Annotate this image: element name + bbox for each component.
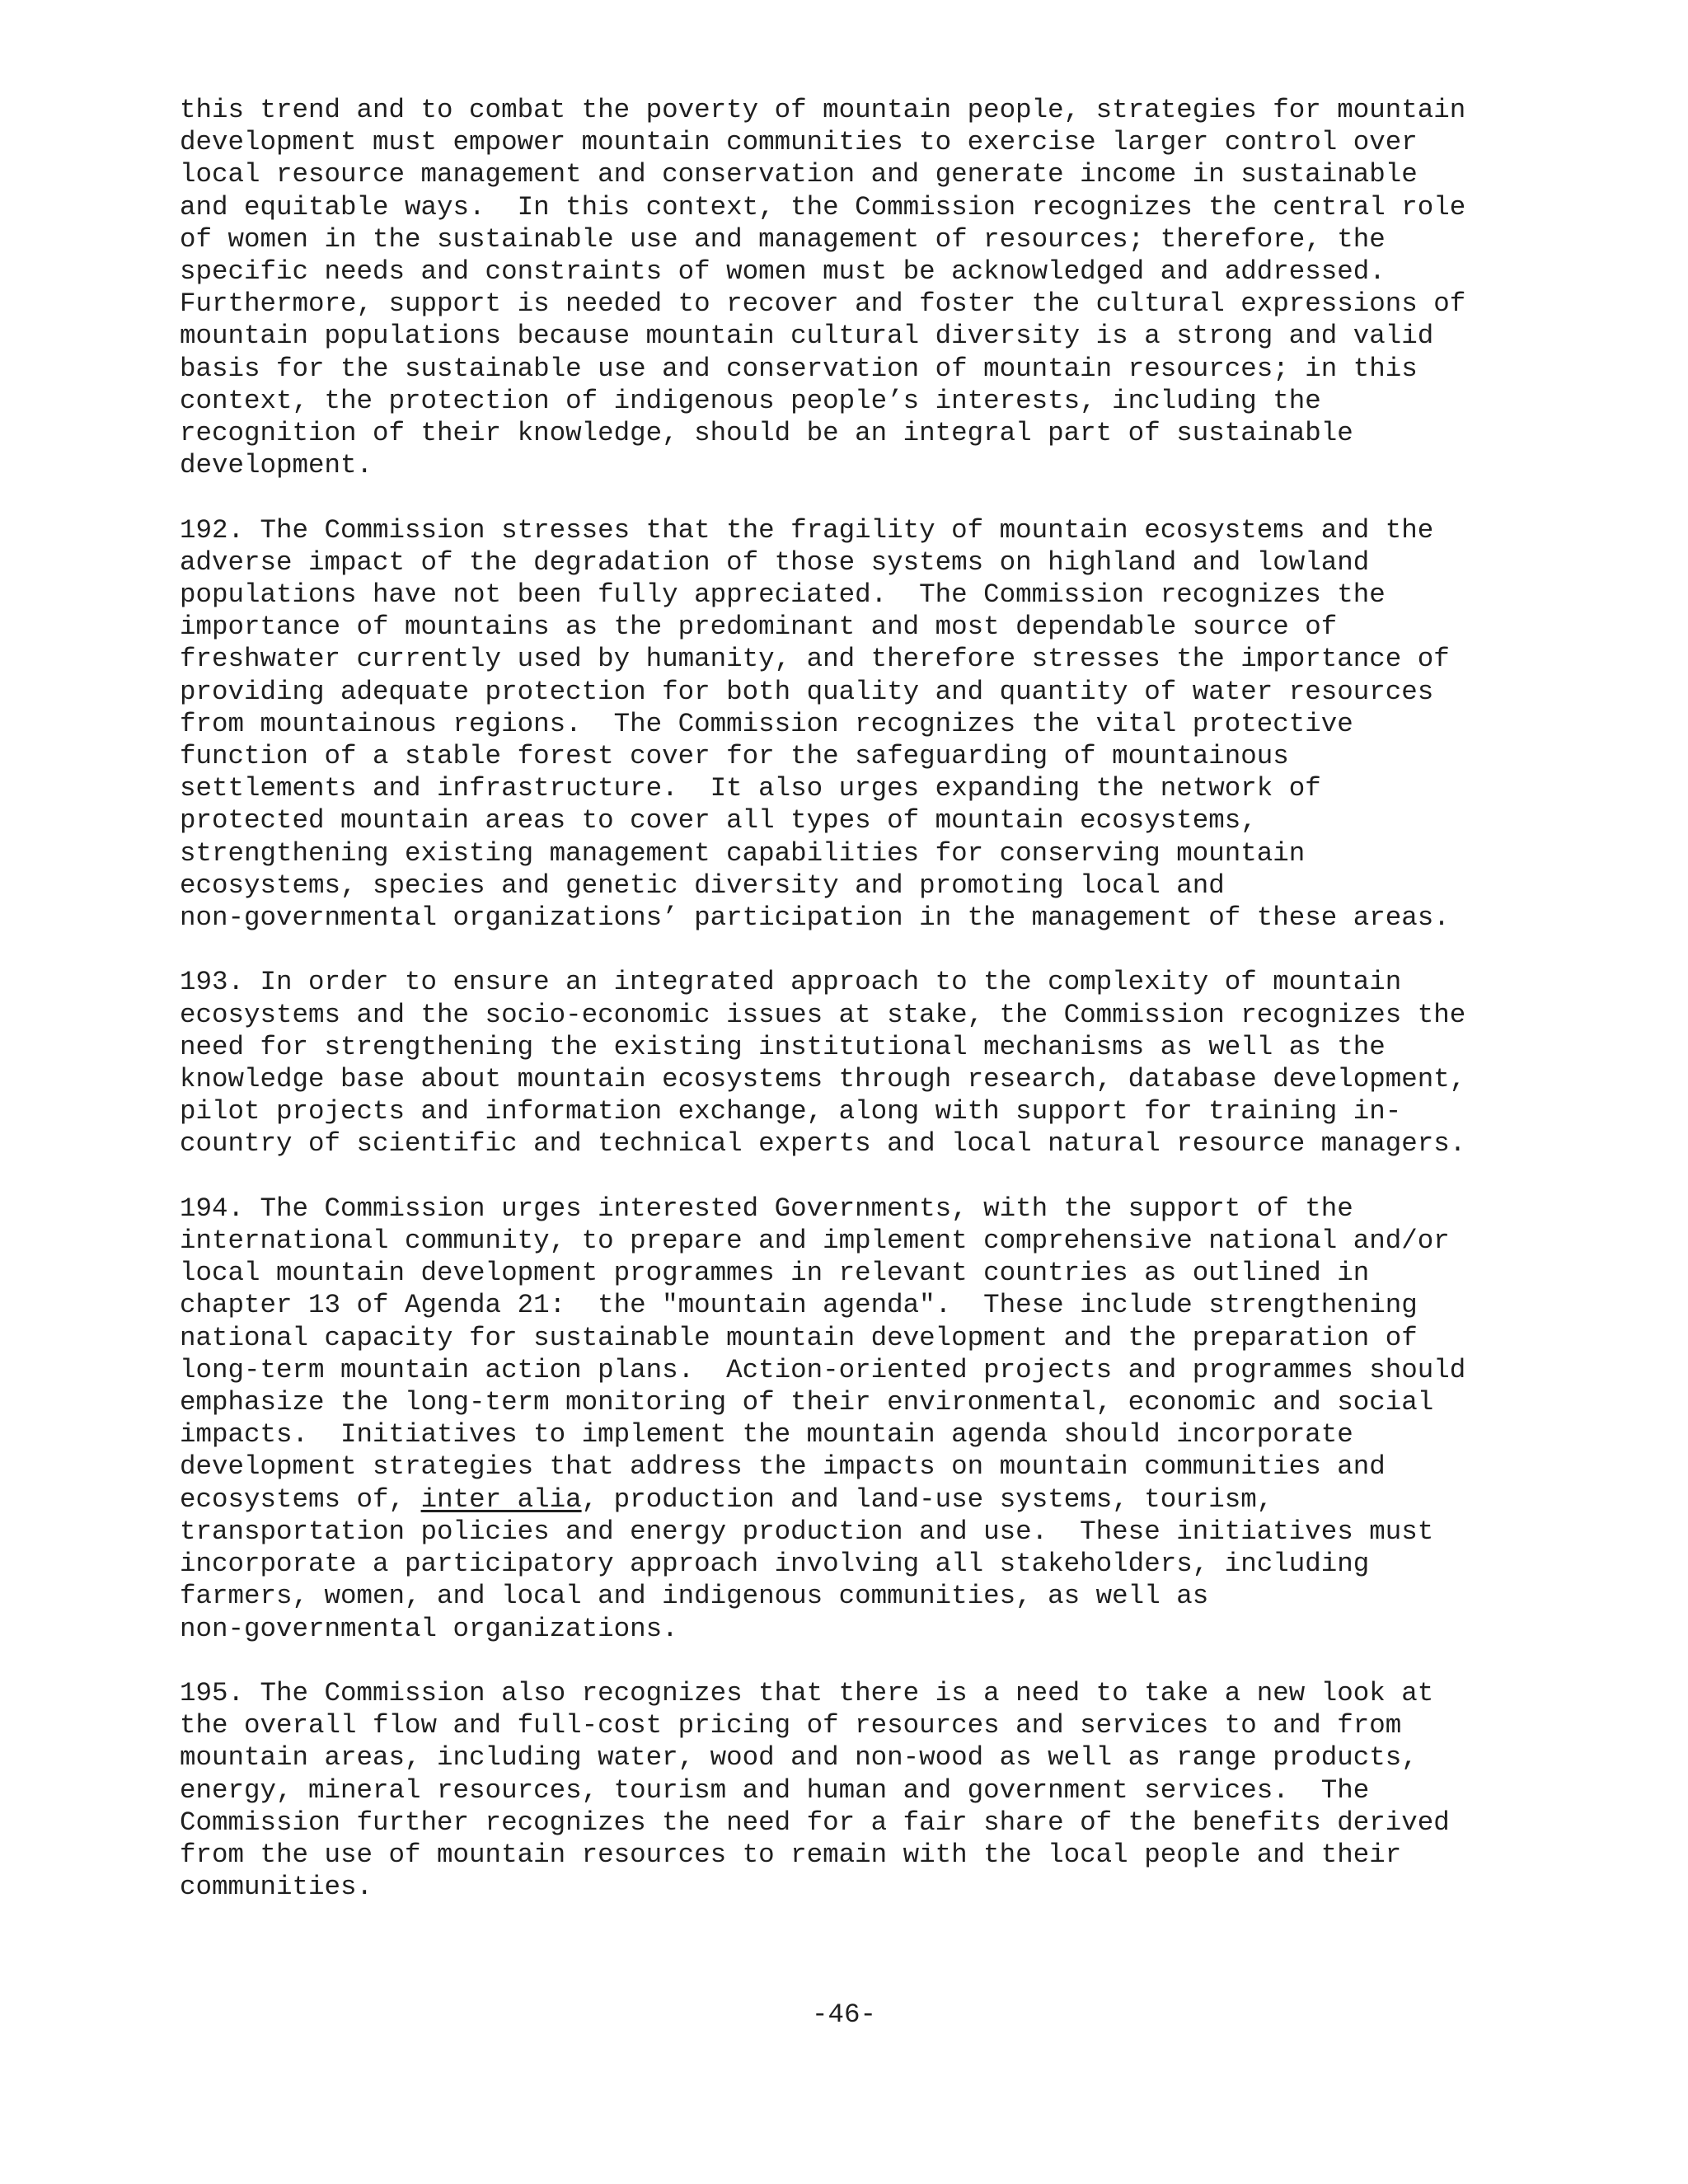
text-line: function of a stable forest cover for the safeguarding of mountainous <box>180 741 1289 772</box>
text-line: protected mountain areas to cover all types of mountain ecosystems, <box>180 805 1257 837</box>
text-line: ecosystems and the socio-economic issues at stake, the Commission recognizes the <box>180 999 1466 1030</box>
text-line: pilot projects and information exchange, along with support for training in- <box>180 1096 1402 1127</box>
text-line: populations have not been fully appreciated. The Commission recognizes the <box>180 579 1386 611</box>
text-line: incorporate a participatory approach involving all stakeholders, including <box>180 1549 1370 1580</box>
text-line: knowledge base about mountain ecosystems through research, database development, <box>180 1064 1466 1095</box>
text-line: transportation policies and energy production and use. These initiatives must <box>180 1516 1434 1547</box>
text-line: adverse impact of the degradation of those systems on highland and lowland <box>180 546 1370 578</box>
paragraph-193 <box>180 966 1515 1160</box>
paragraph-194 <box>180 1193 1515 1645</box>
text-line: non-governmental organizations. <box>180 1613 678 1644</box>
text-line: local resource management and conservation and generate income in sustainable <box>180 159 1418 190</box>
text-line: 193. In order to ensure an integrated approach to the complexity of mountain <box>180 967 1402 998</box>
text-line: basis for the sustainable use and conservation of mountain resources; in this <box>180 353 1418 384</box>
text-segment: ecosystems of, <box>180 1483 421 1515</box>
text-line: farmers, women, and local and indigenous communities, as well as <box>180 1581 1209 1612</box>
text-line: Furthermore, support is needed to recover and foster the cultural expressions of <box>180 288 1466 320</box>
text-line: mountain areas, including water, wood and non-wood as well as range products, <box>180 1742 1418 1774</box>
paragraph-continuation <box>180 94 1515 481</box>
text-line: from the use of mountain resources to remain with the local people and their <box>180 1839 1402 1870</box>
text-line: mountain populations because mountain cultural diversity is a strong and valid <box>180 321 1434 352</box>
text-line: emphasize the long-term monitoring of their environmental, economic and social <box>180 1387 1434 1418</box>
text-line: energy, mineral resources, tourism and human and government services. The <box>180 1774 1370 1806</box>
text-line: freshwater currently used by humanity, and therefore stresses the importance of <box>180 644 1450 675</box>
text-line: of women in the sustainable use and management of resources; therefore, the <box>180 223 1386 255</box>
text-line: 194. The Commission urges interested Governments, with the support of the <box>180 1193 1353 1224</box>
text-line: development. <box>180 450 373 481</box>
text-line: international community, to prepare and implement comprehensive national and/or <box>180 1226 1450 1257</box>
text-line: strengthening existing management capabilities for conserving mountain <box>180 837 1306 869</box>
text-line: this trend and to combat the poverty of mountain people, strategies for mountain <box>180 95 1466 125</box>
text-line: impacts. Initiatives to implement the mountain agenda should incorporate <box>180 1419 1353 1451</box>
text-segment: , production and land-use systems, tourism, <box>581 1483 1273 1515</box>
text-line: from mountainous regions. The Commission recognizes the vital protective <box>180 708 1353 739</box>
body-text <box>180 94 1515 1936</box>
text-line: chapter 13 of Agenda 21: the "mountain agenda". These include strengthening <box>180 1290 1418 1321</box>
text-line: local mountain development programmes in relevant countries as outlined in <box>180 1258 1370 1289</box>
text-line: national capacity for sustainable mountain development and the preparation of <box>180 1322 1418 1353</box>
text-line: development must empower mountain communities to exercise larger control over <box>180 127 1418 158</box>
text-line: 195. The Commission also recognizes that there is a need to take a new look at <box>180 1677 1434 1708</box>
paragraph-192 <box>180 514 1515 935</box>
text-line: context, the protection of indigenous people’s interests, including the <box>180 385 1321 416</box>
text-line: and equitable ways. In this context, the Commission recognizes the central role <box>180 191 1466 223</box>
paragraph-195 <box>180 1677 1515 1903</box>
text-line: Commission further recognizes the need for a fair share of the benefits derived <box>180 1807 1450 1838</box>
text-line: development strategies that address the impacts on mountain communities and <box>180 1451 1386 1483</box>
underlined-term: inter alia <box>420 1483 582 1515</box>
text-line: the overall flow and full-cost pricing of resources and services to and from <box>180 1710 1402 1741</box>
text-line: specific needs and constraints of women must be acknowledged and addressed. <box>180 256 1386 288</box>
text-line: country of scientific and technical experts and local natural resource managers. <box>180 1128 1466 1160</box>
text-line: settlements and infrastructure. It also urges expanding the network of <box>180 773 1321 804</box>
text-line-with-underline <box>180 1483 1515 1516</box>
page-number: -46- <box>811 1999 876 2030</box>
text-line: recognition of their knowledge, should be an integral part of sustainable <box>180 418 1353 449</box>
text-line: long-term mountain action plans. Action-oriented projects and programmes should <box>180 1354 1466 1385</box>
text-line: communities. <box>180 1872 373 1903</box>
text-line: ecosystems, species and genetic diversity and promoting local and <box>180 869 1225 901</box>
text-line: non-governmental organizations’ participation in the management of these areas. <box>180 902 1450 934</box>
text-line: importance of mountains as the predominant and most dependable source of <box>180 612 1338 643</box>
text-line: providing adequate protection for both quality and quantity of water resources <box>180 676 1434 707</box>
text-line: need for strengthening the existing institutional mechanisms as well as the <box>180 1031 1386 1062</box>
text-line: 192. The Commission stresses that the fragility of mountain ecosystems and the <box>180 514 1434 546</box>
